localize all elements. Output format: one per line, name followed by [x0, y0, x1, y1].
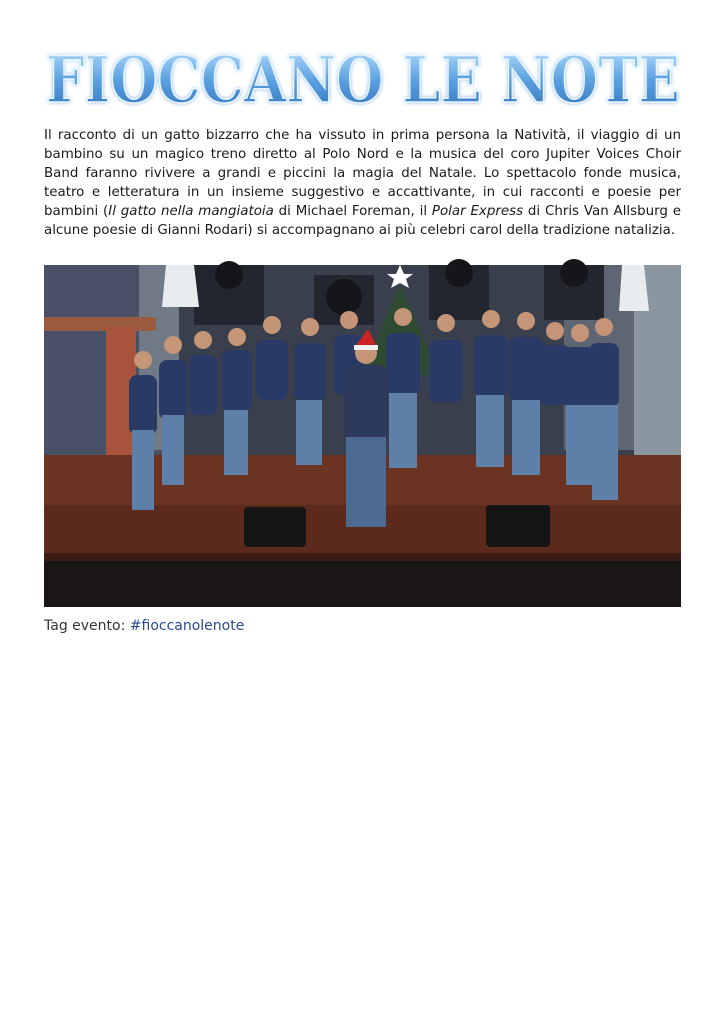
article-text-2: di Michael Foreman, il: [273, 204, 432, 219]
article-text-3: di Chris Van Allsburg e alcune poesie di Gianni Rodari) si accompagnano ai più celebri carol della tradizione natalizia.: [44, 204, 681, 238]
choir-photo: [44, 265, 681, 607]
tag-label: Tag evento:: [44, 618, 130, 634]
event-tag: [44, 618, 244, 634]
page-title: [44, 43, 682, 118]
book-title-polar-express: Polar Express: [431, 204, 524, 219]
book-title-gatto: Il gatto nella mangiatoia: [108, 204, 274, 219]
title-text: FIOCCANO LE NOTE: [46, 43, 680, 118]
article-paragraph: [44, 126, 681, 240]
article-text-1: Il racconto di un gatto bizzarro che ha vissuto in prima persona la Natività, il viaggio di un bambino su un magico treno diretto al Polo Nord e la musica del coro Jupiter Voices Choir Band faranno rivivere a grandi e piccini la magia del Natale. Lo spettacolo fonde musica, teatro e letteratura in un insieme suggestivo e accattivante, in cui racconti e poesie per bambini (: [44, 128, 681, 219]
tag-link[interactable]: #fioccanolenote: [129, 618, 245, 634]
